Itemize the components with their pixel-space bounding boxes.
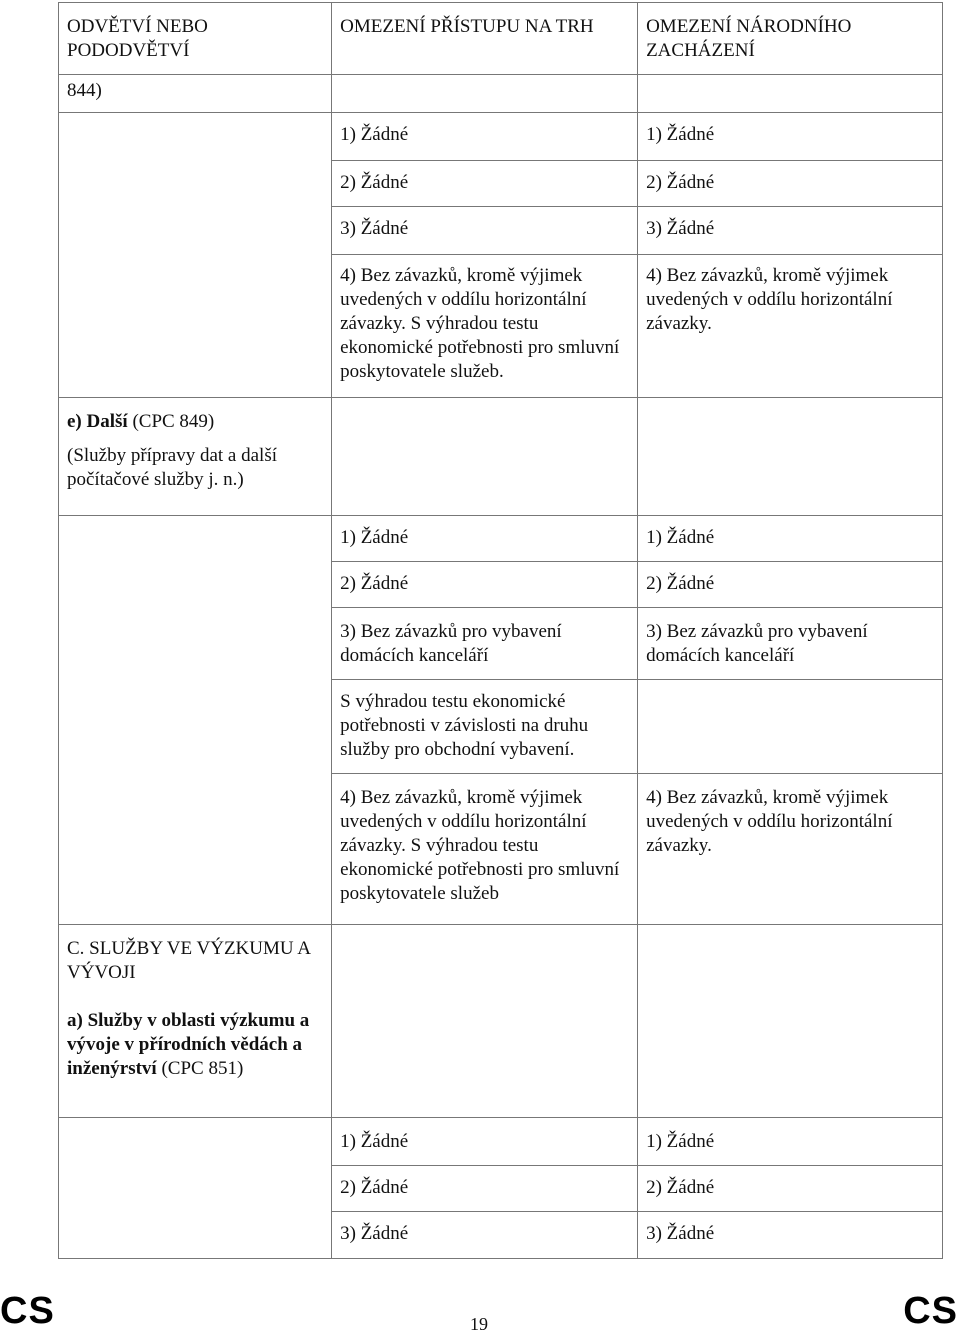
nt-mode-4: 4) Bez závazků, kromě výjimek uvedených v oddílu horizontální závazky. [646,787,893,856]
section-c-subtitle-bold: a) Služby v oblasti výzkumu a vývoje v přírodních vědách a inženýrství [67,1010,310,1079]
empty-cell [332,398,638,516]
nt-mode-2: 2) Žádné [646,172,715,193]
nt-cell [638,113,943,161]
sector-cell-844 [59,75,332,113]
sector-title-849 [67,410,323,434]
ma-cell [332,113,638,161]
nt-mode-1: 1) Žádné [646,124,715,145]
ma-mode-2: 2) Žádné [340,172,409,193]
ma-mode-3-note: S výhradou testu ekonomické potřebnosti v závislosti na druhu služby pro obchodní vybavení. [340,691,589,760]
ma-cell [332,562,638,608]
table-row [59,75,943,113]
nt-cell [638,1118,943,1166]
ma-mode-1: 1) Žádné [340,527,409,548]
nt-mode-2: 2) Žádné [646,1177,715,1198]
sector-cell-empty [59,516,332,925]
ma-cell [332,774,638,925]
sector-cell-empty [59,113,332,398]
ma-mode-3: 3) Žádné [340,218,409,239]
sector-code: (CPC 849) [127,411,215,432]
ma-cell [332,1212,638,1259]
sector-cell-851 [59,925,332,1118]
table-row [59,516,943,562]
sector-subtitle-849: (Služby přípravy dat a další počítačové služby j. n.) [67,445,278,490]
nt-mode-3: 3) Žádné [646,1223,715,1244]
header-national-treatment [638,3,943,75]
section-c-code: (CPC 851) [156,1058,244,1079]
nt-cell [638,207,943,255]
ma-cell [332,1118,638,1166]
sector-cell-849 [59,398,332,516]
nt-cell [638,774,943,925]
table-row [59,925,943,1118]
empty-cell [638,75,943,113]
table-row [59,113,943,161]
header-market-access-label: OMEZENÍ PŘÍSTUPU NA TRH [340,16,594,37]
nt-cell [638,562,943,608]
ma-mode-3: 3) Bez závazků pro vybavení domácích kanceláří [340,621,562,666]
header-market-access [332,3,638,75]
section-c-title: C. SLUŽBY VE VÝZKUMU A VÝVOJI [67,938,310,983]
ma-cell [332,161,638,207]
nt-cell [638,1166,943,1212]
nt-cell [638,161,943,207]
ma-mode-2: 2) Žádné [340,573,409,594]
commitments-table [58,2,943,1259]
ma-mode-2: 2) Žádné [340,1177,409,1198]
header-sector-label: ODVĚTVÍ NEBO PODODVĚTVÍ [67,16,208,61]
ma-cell [332,1166,638,1212]
page-number: 19 [470,1314,488,1334]
table-row [59,1118,943,1166]
nt-cell [638,680,943,774]
nt-mode-2: 2) Žádné [646,573,715,594]
nt-mode-4: 4) Bez závazků, kromě výjimek uvedených v oddílu horizontální závazky. [646,265,893,334]
ma-mode-4: 4) Bez závazků, kromě výjimek uvedených v oddílu horizontální závazky. S výhradou testu ekonomické potřebnosti pro smluvní poskytovatele služeb. [340,265,620,382]
nt-cell [638,1212,943,1259]
nt-mode-3: 3) Žádné [646,218,715,239]
table-row [59,398,943,516]
sector-title-bold: e) Další [67,411,128,432]
section-c-subtitle [67,1009,323,1081]
ma-cell [332,516,638,562]
ma-cell [332,608,638,680]
ma-mode-3: 3) Žádné [340,1223,409,1244]
ma-mode-4: 4) Bez závazků, kromě výjimek uvedených v oddílu horizontální závazky. S výhradou testu ekonomické potřebnosti pro smluvní poskytovatele služeb [340,787,620,904]
empty-cell [638,925,943,1118]
nt-cell [638,516,943,562]
nt-mode-1: 1) Žádné [646,527,715,548]
ma-mode-1: 1) Žádné [340,124,409,145]
ma-cell [332,207,638,255]
header-national-treatment-label: OMEZENÍ NÁRODNÍHO ZACHÁZENÍ [646,16,852,61]
empty-cell [332,925,638,1118]
sector-cell-empty [59,1118,332,1259]
nt-mode-3: 3) Bez závazků pro vybavení domácích kanceláří [646,621,868,666]
empty-cell [332,75,638,113]
ma-mode-1: 1) Žádné [340,1131,409,1152]
footer-language-mark-right: CS [903,1290,958,1332]
nt-mode-1: 1) Žádné [646,1131,715,1152]
table-header-row [59,3,943,75]
nt-cell [638,608,943,680]
ma-cell [332,255,638,398]
footer-language-mark-left: CS [0,1290,55,1332]
empty-cell [638,398,943,516]
nt-cell [638,255,943,398]
header-sector [59,3,332,75]
sector-label-844: 844) [67,80,102,101]
ma-cell [332,680,638,774]
